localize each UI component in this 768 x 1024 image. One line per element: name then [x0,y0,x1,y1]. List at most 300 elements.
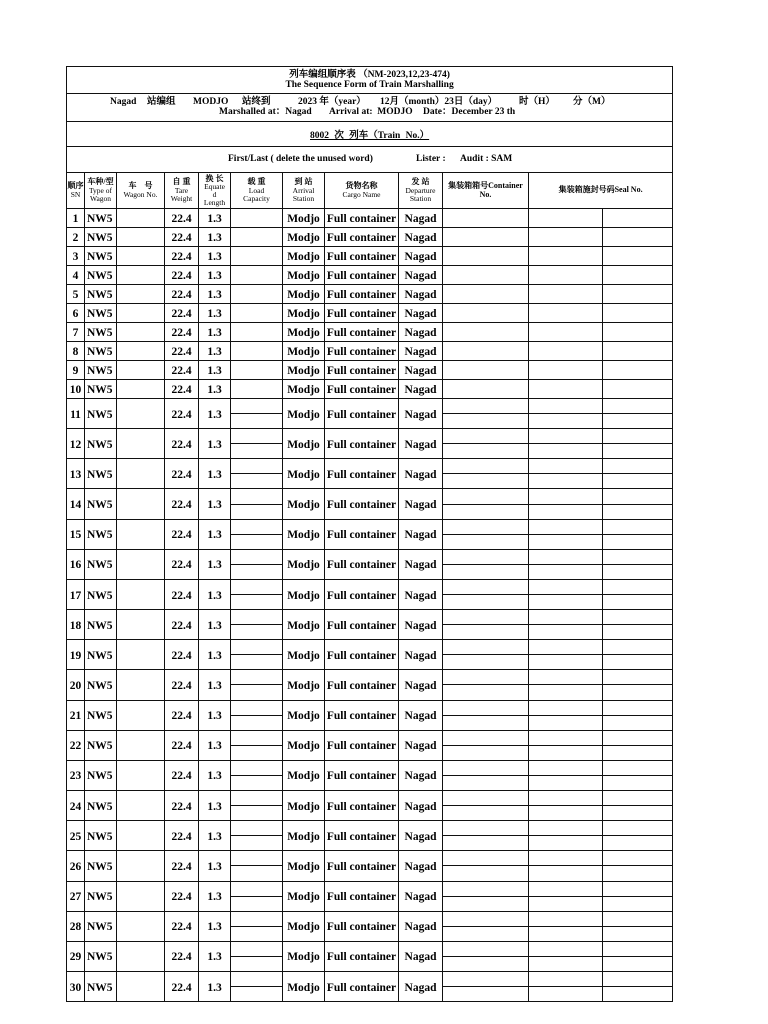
cell-seal-no-a [529,655,603,670]
cell-container-no [443,897,529,912]
cell-arrival-station [283,304,325,323]
cell-cargo-name [325,912,399,942]
table-row [67,285,673,304]
table-row [67,821,673,836]
cell-equated-length [199,912,231,942]
cell-arrival-station [283,761,325,791]
cell-tare-weight [165,380,199,399]
cell-seal-no-a [529,836,603,851]
cell-sn [67,670,85,700]
cell-tare-weight [165,731,199,761]
table-row [67,209,673,228]
cell-sn-value: 16 [69,559,82,572]
cell-departure-station [399,701,443,731]
cell-seal-no-b [603,882,673,897]
cell-seal-no-a [529,640,603,655]
cell-wagon-no [117,791,165,821]
cell-sn [67,761,85,791]
cell-cargo-name [325,380,399,399]
cell-seal-no-a [529,670,603,685]
cell-seal-no-b [603,987,673,1002]
cell-arrival-station [283,731,325,761]
cell-cargo-name [325,580,399,610]
cell-wagon-type [85,209,117,228]
cell-cargo-name-value: Full container [326,384,397,396]
cell-departure-station [399,361,443,380]
cell-container-no [443,459,529,474]
cell-arrival-station-value: Modjo [287,438,320,451]
cell-departure-station [399,247,443,266]
cell-cargo-name [325,323,399,342]
cell-seal-no-a [529,927,603,942]
cell-seal-no-a [529,550,603,565]
cell-departure-station-value: Nagad [404,619,437,632]
table-row [67,489,673,504]
cell-sn [67,520,85,550]
cell-seal-no-b [603,520,673,535]
col-header-wagon-no-zh: 车 号 [128,181,153,191]
cell-departure-station [399,209,443,228]
col-header-cargo-name-zh: 货物名称 [345,181,378,191]
cell-container-no [443,882,529,897]
cell-tare-weight-value: 22.4 [171,951,192,964]
cell-load-capacity [231,821,283,836]
cell-seal-no-b [603,304,673,323]
col-header-wagon-no [117,173,165,209]
table-row [67,912,673,927]
cell-container-no [443,806,529,821]
cell-seal-no-b [603,550,673,565]
cell-sn-value: 29 [69,951,82,964]
cell-wagon-type [85,361,117,380]
col-header-arrival-station-zh: 到 站 [294,177,313,187]
cell-cargo-name-value: Full container [326,800,397,813]
table-row [67,323,673,342]
cell-container-no [443,866,529,881]
cell-seal-no-a [529,489,603,504]
cell-wagon-type-value: NW5 [87,710,113,723]
cell-arrival-station [283,285,325,304]
cell-cargo-name [325,459,399,489]
cell-equated-length-value: 1.3 [207,384,222,396]
cell-departure-station [399,640,443,670]
cell-container-no [443,520,529,535]
cell-equated-length [199,701,231,731]
cell-cargo-name-value: Full container [326,529,397,542]
cell-seal-no-a [529,716,603,731]
cell-equated-length [199,821,231,851]
cell-load-capacity [231,866,283,881]
cell-load-capacity [231,459,283,474]
col-header-equated-length-en: Equated Length [203,182,226,207]
cell-seal-no-b [603,685,673,700]
cell-wagon-type-value: NW5 [87,327,113,339]
cell-container-no [443,361,529,380]
cell-tare-weight [165,285,199,304]
cell-container-no [443,776,529,791]
cell-load-capacity [231,489,283,504]
cell-wagon-type-value: NW5 [87,289,113,301]
cell-seal-no-a [529,323,603,342]
cell-departure-station [399,882,443,912]
cell-sn-value: 3 [72,251,79,263]
marshalling-info [67,94,672,121]
cell-seal-no-b [603,429,673,444]
cell-departure-station [399,580,443,610]
cell-arrival-station-value: Modjo [287,213,320,225]
cell-container-no [443,285,529,304]
cell-cargo-name [325,882,399,912]
cell-equated-length [199,304,231,323]
cell-departure-station [399,520,443,550]
cell-tare-weight [165,429,199,459]
cell-seal-no-a [529,444,603,459]
cell-arrival-station [283,361,325,380]
col-header-equated-length [199,173,231,209]
col-header-wagon-no-en: Wagon No. [123,189,158,199]
cell-tare-weight [165,323,199,342]
cell-container-no [443,972,529,987]
cell-arrival-station [283,399,325,429]
cell-sn-value: 28 [69,921,82,934]
cell-cargo-name-value: Full container [326,346,397,358]
cell-load-capacity [231,520,283,535]
table-row [67,429,673,444]
cell-departure-station-value: Nagad [404,740,437,753]
cell-equated-length [199,731,231,761]
cell-wagon-type-value: NW5 [87,346,113,358]
cell-cargo-name-value: Full container [326,589,397,602]
cell-container-no [443,912,529,927]
table-row [67,942,673,957]
cell-tare-weight-value: 22.4 [171,384,192,396]
cell-departure-station-value: Nagad [404,710,437,723]
cell-arrival-station [283,489,325,519]
cell-arrival-station [283,580,325,610]
cell-seal-no-b [603,776,673,791]
table-row [67,399,673,414]
cell-arrival-station [283,380,325,399]
cell-departure-station-value: Nagad [404,251,437,263]
cell-wagon-type [85,821,117,851]
cell-wagon-type-value: NW5 [87,921,113,934]
table-row [67,228,673,247]
cell-load-capacity [231,851,283,866]
meta-row [67,147,673,173]
cell-seal-no-a [529,987,603,1002]
cell-seal-no-b [603,851,673,866]
cell-equated-length-value: 1.3 [207,365,222,377]
cell-departure-station-value: Nagad [404,529,437,542]
cell-tare-weight [165,520,199,550]
cell-departure-station [399,228,443,247]
form-title-en: The Sequence Form of Train Marshalling [285,80,454,90]
cell-wagon-no [117,821,165,851]
col-header-wagon-type-zh: 车种/型 [87,177,114,187]
cell-cargo-name [325,640,399,670]
cell-load-capacity [231,701,283,716]
cell-arrival-station [283,610,325,640]
cell-wagon-type-value: NW5 [87,499,113,512]
cell-wagon-type-value: NW5 [87,830,113,843]
cell-container-no [443,610,529,625]
cell-seal-no-a [529,761,603,776]
cell-arrival-station [283,266,325,285]
cell-seal-no-b [603,866,673,881]
cell-seal-no-b [603,209,673,228]
cell-arrival-station-value: Modjo [287,649,320,662]
table-row [67,670,673,685]
cell-arrival-station-value: Modjo [287,408,320,421]
cell-seal-no-a [529,399,603,414]
cell-tare-weight-value: 22.4 [171,981,192,994]
cell-cargo-name-value: Full container [326,860,397,873]
cell-equated-length-value: 1.3 [207,951,222,964]
cell-wagon-type-value: NW5 [87,860,113,873]
cell-seal-no-b [603,761,673,776]
cell-wagon-no [117,731,165,761]
cell-wagon-type [85,882,117,912]
cell-tare-weight [165,342,199,361]
cell-load-capacity [231,806,283,821]
cell-seal-no-b [603,791,673,806]
cell-load-capacity [231,595,283,610]
cell-arrival-station-value: Modjo [287,589,320,602]
cell-wagon-type [85,610,117,640]
cell-load-capacity [231,505,283,520]
cell-cargo-name [325,791,399,821]
cell-cargo-name-value: Full container [326,327,397,339]
cell-wagon-no [117,399,165,429]
cell-wagon-type [85,520,117,550]
cell-cargo-name-value: Full container [326,308,397,320]
cell-tare-weight-value: 22.4 [171,679,192,692]
cell-tare-weight [165,459,199,489]
cell-sn [67,942,85,972]
cell-departure-station [399,912,443,942]
cell-equated-length [199,670,231,700]
cell-wagon-no [117,228,165,247]
cell-cargo-name-value: Full container [326,438,397,451]
cell-wagon-type [85,640,117,670]
cell-wagon-type-value: NW5 [87,619,113,632]
cell-container-no [443,595,529,610]
cell-cargo-name-value: Full container [326,951,397,964]
cell-equated-length [199,361,231,380]
cell-load-capacity [231,685,283,700]
cell-cargo-name-value: Full container [326,365,397,377]
marshalled-label-zh: 站编组 [147,97,176,107]
cell-departure-station [399,851,443,881]
minute-label: 分（M） [573,97,611,107]
cell-wagon-type [85,380,117,399]
cell-cargo-name-value: Full container [326,649,397,662]
cell-load-capacity [231,987,283,1002]
cell-container-no [443,746,529,761]
cell-wagon-type-value: NW5 [87,232,113,244]
cell-container-no [443,474,529,489]
cell-tare-weight-value: 22.4 [171,830,192,843]
train-number-cell [67,122,673,147]
cell-sn [67,209,85,228]
marshalling-form-sheet [66,66,674,994]
cell-container-no [443,489,529,504]
cell-departure-station-value: Nagad [404,213,437,225]
cell-seal-no-b [603,474,673,489]
cell-arrival-station [283,459,325,489]
cell-seal-no-a [529,957,603,972]
cell-wagon-no [117,380,165,399]
cell-equated-length-value: 1.3 [207,649,222,662]
cell-container-no [443,444,529,459]
cell-arrival-station-value: Modjo [287,346,320,358]
cell-cargo-name [325,228,399,247]
cell-departure-station-value: Nagad [404,408,437,421]
cell-seal-no-b [603,444,673,459]
cell-seal-no-a [529,209,603,228]
cell-departure-station [399,304,443,323]
cell-wagon-type [85,580,117,610]
cell-tare-weight [165,821,199,851]
cell-seal-no-b [603,459,673,474]
cell-seal-no-b [603,323,673,342]
cell-tare-weight [165,791,199,821]
cell-seal-no-b [603,535,673,550]
cell-sn [67,851,85,881]
cell-equated-length [199,399,231,429]
cell-cargo-name [325,550,399,580]
cell-departure-station-value: Nagad [404,232,437,244]
cell-sn [67,731,85,761]
cell-wagon-no [117,285,165,304]
cell-load-capacity [231,882,283,897]
cell-sn-value: 27 [69,891,82,904]
cell-cargo-name [325,342,399,361]
cell-sn-value: 8 [72,346,79,358]
cell-sn-value: 15 [69,529,82,542]
cell-equated-length [199,882,231,912]
cell-arrival-station-value: Modjo [287,921,320,934]
cell-arrival-station [283,209,325,228]
cell-wagon-type [85,791,117,821]
cell-equated-length-value: 1.3 [207,270,222,282]
cell-equated-length [199,640,231,670]
station-from: Nagad [110,97,137,107]
cell-seal-no-b [603,806,673,821]
marshalling-form-table [66,66,673,1002]
cell-arrival-station [283,942,325,972]
cell-load-capacity [231,565,283,580]
cell-cargo-name [325,285,399,304]
cell-seal-no-b [603,361,673,380]
cell-cargo-name-value: Full container [326,468,397,481]
cell-arrival-station-value: Modjo [287,384,320,396]
cell-tare-weight [165,851,199,881]
cell-seal-no-a [529,882,603,897]
cell-tare-weight [165,701,199,731]
cell-tare-weight-value: 22.4 [171,213,192,225]
table-row [67,972,673,987]
cell-departure-station [399,610,443,640]
cell-wagon-no [117,882,165,912]
cell-equated-length [199,380,231,399]
column-header-row [67,173,673,209]
cell-departure-station [399,380,443,399]
cell-container-no [443,655,529,670]
cell-departure-station [399,459,443,489]
cell-arrival-station [283,342,325,361]
cell-arrival-station-value: Modjo [287,770,320,783]
cell-tare-weight [165,610,199,640]
cell-seal-no-b [603,821,673,836]
cell-container-no [443,399,529,414]
cell-container-no [443,761,529,776]
cell-equated-length [199,429,231,459]
cell-load-capacity [231,670,283,685]
table-row [67,761,673,776]
cell-departure-station-value: Nagad [404,800,437,813]
cell-arrival-station-value: Modjo [287,251,320,263]
col-header-load-capacity-en: Load Capacity [243,185,270,203]
cell-sn-value: 17 [69,589,82,602]
cell-seal-no-a [529,685,603,700]
cell-container-no [443,342,529,361]
cell-departure-station-value: Nagad [404,921,437,934]
cell-tare-weight [165,942,199,972]
cell-sn [67,342,85,361]
cell-equated-length [199,342,231,361]
cell-tare-weight [165,399,199,429]
cell-wagon-no [117,942,165,972]
cell-cargo-name-value: Full container [326,619,397,632]
cell-seal-no-b [603,670,673,685]
cell-arrival-station [283,550,325,580]
cell-sn-value: 4 [72,270,79,282]
cell-tare-weight-value: 22.4 [171,327,192,339]
cell-seal-no-a [529,535,603,550]
cell-cargo-name-value: Full container [326,289,397,301]
cell-sn-value: 19 [69,649,82,662]
cell-seal-no-a [529,821,603,836]
cell-cargo-name [325,701,399,731]
cell-seal-no-b [603,565,673,580]
cell-container-no [443,942,529,957]
cell-wagon-type-value: NW5 [87,589,113,602]
cell-departure-station-value: Nagad [404,308,437,320]
cell-container-no [443,380,529,399]
cell-wagon-no [117,209,165,228]
cell-departure-station [399,550,443,580]
cell-sn [67,791,85,821]
col-header-sn [67,173,85,209]
cell-seal-no-b [603,399,673,414]
cell-sn [67,323,85,342]
cell-seal-no-a [529,580,603,595]
cell-wagon-no [117,489,165,519]
cell-wagon-type [85,731,117,761]
cell-wagon-no [117,701,165,731]
cell-seal-no-a [529,625,603,640]
cell-arrival-station [283,228,325,247]
cell-wagon-type [85,285,117,304]
cell-seal-no-b [603,655,673,670]
cell-tare-weight [165,882,199,912]
cell-cargo-name-value: Full container [326,679,397,692]
cell-equated-length-value: 1.3 [207,308,222,320]
col-header-container-no-label: 集装箱箱号Container No. [448,181,523,199]
cell-departure-station [399,821,443,851]
cell-tare-weight-value: 22.4 [171,800,192,813]
